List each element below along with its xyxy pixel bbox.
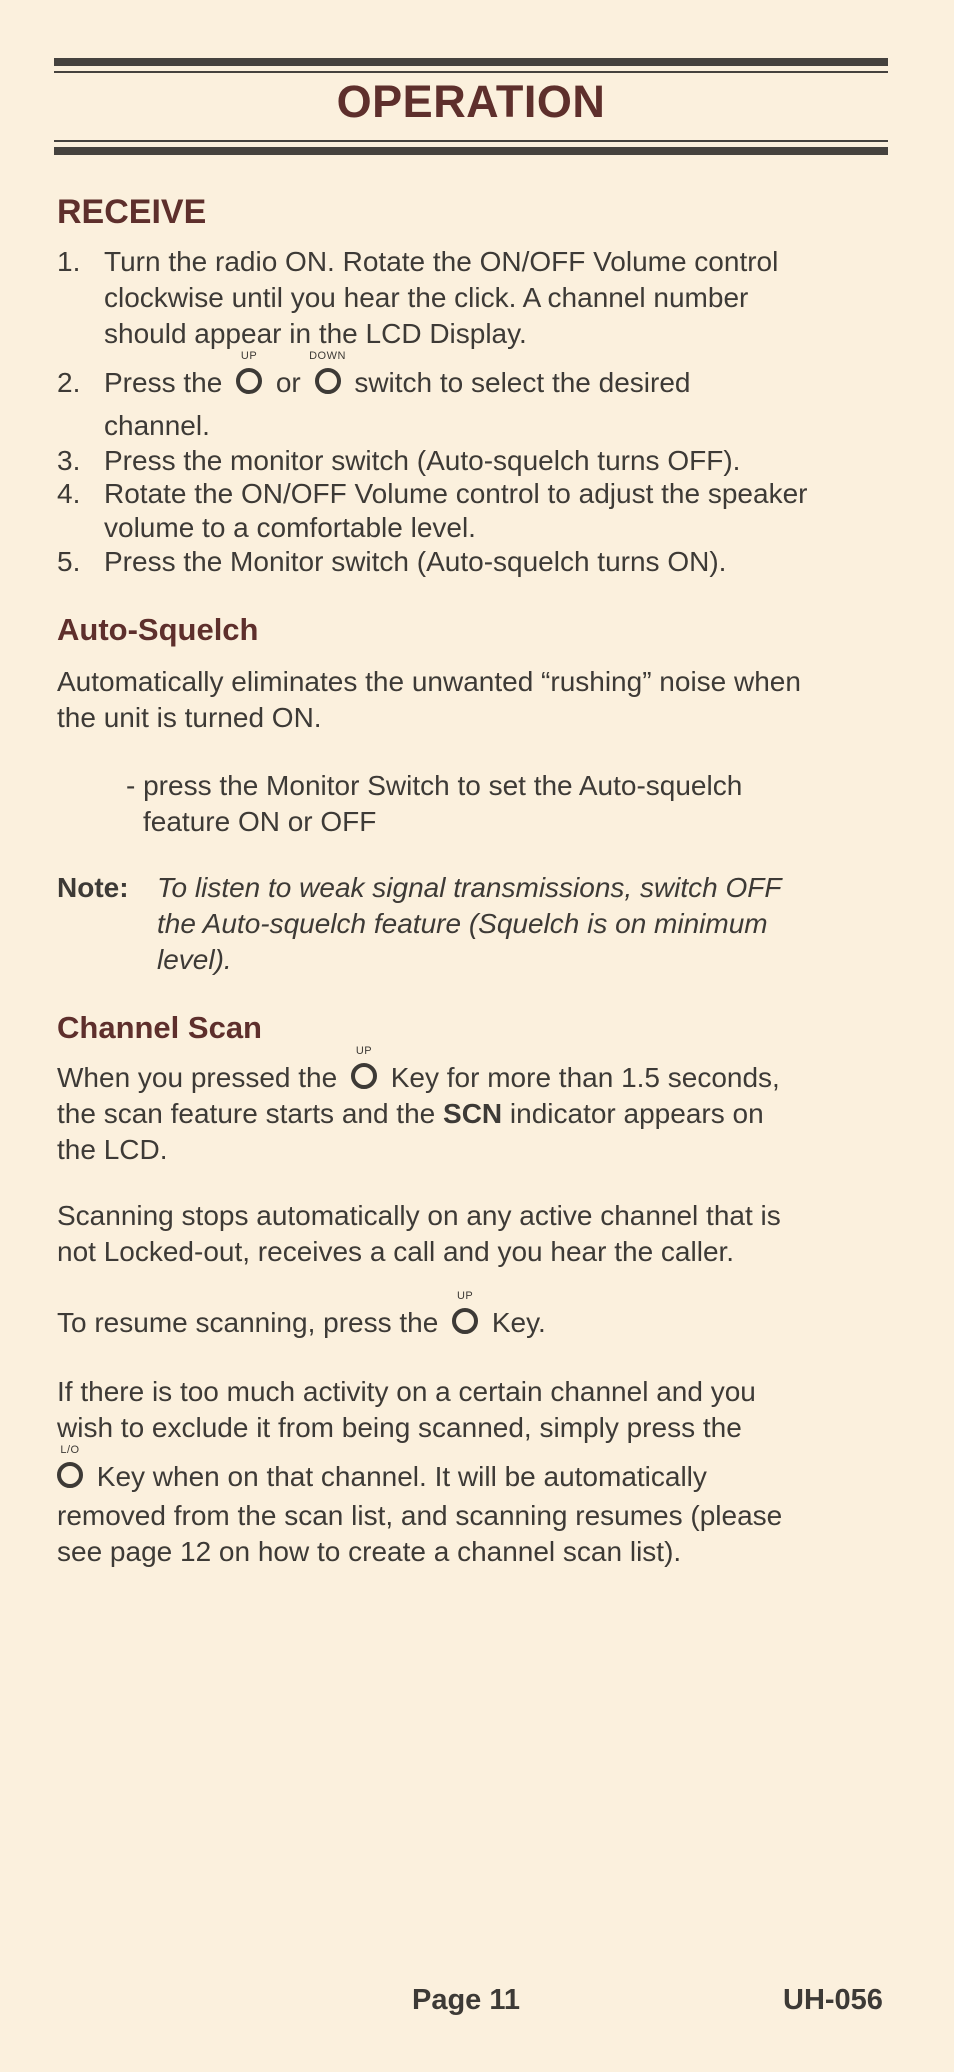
- step-2-post-text: switch to select the desired: [354, 367, 691, 398]
- channel-scan-p1-pre: When you pressed the: [57, 1062, 338, 1093]
- channel-scan-p1-post: Key for more than 1.5 seconds,: [390, 1062, 780, 1093]
- channel-scan-p2-line-2: not Locked-out, receives a call and you hear the caller.: [57, 1236, 735, 1267]
- lockout-key-label: L/O: [60, 1444, 80, 1456]
- up-key-label: UP: [240, 350, 258, 362]
- note-line-3: level).: [157, 944, 232, 975]
- step-3-line-1: Press the monitor switch (Auto-squelch turns OFF).: [104, 445, 741, 476]
- page-number: Page 11: [412, 1984, 521, 2016]
- channel-scan-p1-line-1: [57, 1045, 780, 1096]
- step-5-line-1: Press the Monitor switch (Auto-squelch turns ON).: [104, 546, 727, 577]
- channel-scan-p4-line-2: wish to exclude it from being scanned, simply press the: [57, 1412, 742, 1443]
- channel-scan-p2-line-1: Scanning stops automatically on any active channel that is: [57, 1200, 781, 1231]
- auto-squelch-line-1: Automatically eliminates the unwanted “rushing” noise when: [57, 666, 801, 697]
- model-number: UH-056: [783, 1984, 883, 2016]
- channel-scan-p1-line-3: the LCD.: [57, 1134, 168, 1165]
- channel-scan-p3-pre: To resume scanning, press the: [57, 1307, 439, 1338]
- step-3-number: 3.: [57, 445, 81, 476]
- receive-heading: RECEIVE: [57, 193, 207, 231]
- down-key-icon: [309, 350, 346, 394]
- auto-squelch-bullet-line-1: - press the Monitor Switch to set the Auto-squelch: [126, 770, 743, 801]
- top-rule-thin: [54, 71, 888, 73]
- scn-indicator-text: SCN: [443, 1098, 503, 1129]
- lockout-key-icon: [57, 1444, 83, 1488]
- channel-scan-p4-line-5: see page 12 on how to create a channel scan list).: [57, 1536, 682, 1567]
- step-4-number: 4.: [57, 478, 81, 509]
- channel-scan-p4-line-1: If there is too much activity on a certain channel and you: [57, 1376, 756, 1407]
- down-key-label: DOWN: [309, 350, 346, 362]
- bottom-rule-thick: [54, 147, 888, 155]
- step-2-line-1: [104, 350, 691, 401]
- channel-scan-p1-line-2-pre: the scan feature starts and the: [57, 1098, 436, 1129]
- step-2-pre-text: Press the: [104, 367, 223, 398]
- step-2-or-text: or: [275, 367, 301, 398]
- up-key-label: UP: [355, 1045, 373, 1057]
- step-1-number: 1.: [57, 246, 81, 277]
- channel-scan-p4-line-4: removed from the scan list, and scanning resumes (please: [57, 1500, 783, 1531]
- step-2-number: 2.: [57, 367, 81, 398]
- note-line-1: To listen to weak signal transmissions, switch OFF: [157, 872, 782, 903]
- step-4-line-2: volume to a comfortable level.: [104, 512, 476, 543]
- auto-squelch-bullet-line-2: feature ON or OFF: [143, 806, 377, 837]
- auto-squelch-heading: Auto-Squelch: [57, 612, 259, 647]
- auto-squelch-line-2: the unit is turned ON.: [57, 702, 322, 733]
- step-1-line-1: Turn the radio ON. Rotate the ON/OFF Volume control: [104, 246, 779, 277]
- bottom-rule-thin: [54, 140, 888, 142]
- note-label: Note:: [57, 872, 129, 903]
- step-1-line-2: clockwise until you hear the click. A channel number: [104, 282, 749, 313]
- up-key-label: UP: [456, 1290, 474, 1302]
- step-5-number: 5.: [57, 546, 81, 577]
- step-2-line-2: channel.: [104, 410, 210, 441]
- channel-scan-p4-line-3: [51, 1444, 707, 1495]
- page-title: OPERATION: [336, 76, 606, 127]
- step-4-line-1: Rotate the ON/OFF Volume control to adjust the speaker: [104, 478, 808, 509]
- channel-scan-p3-post: Key.: [491, 1307, 546, 1338]
- up-key-icon: [351, 1045, 377, 1089]
- channel-scan-p4-line-3-text: Key when on that channel. It will be automatically: [96, 1461, 707, 1492]
- top-rule-thick: [54, 58, 888, 66]
- note-line-2: the Auto-squelch feature (Squelch is on minimum: [157, 908, 768, 939]
- channel-scan-p3-line: [57, 1290, 546, 1341]
- channel-scan-p1-line-2-post: indicator appears on: [509, 1098, 764, 1129]
- channel-scan-p1-line-2: [57, 1096, 764, 1132]
- up-key-icon: [236, 350, 262, 394]
- up-key-icon: [452, 1290, 478, 1334]
- channel-scan-heading: Channel Scan: [57, 1010, 262, 1045]
- step-1-line-3: should appear in the LCD Display.: [104, 318, 527, 349]
